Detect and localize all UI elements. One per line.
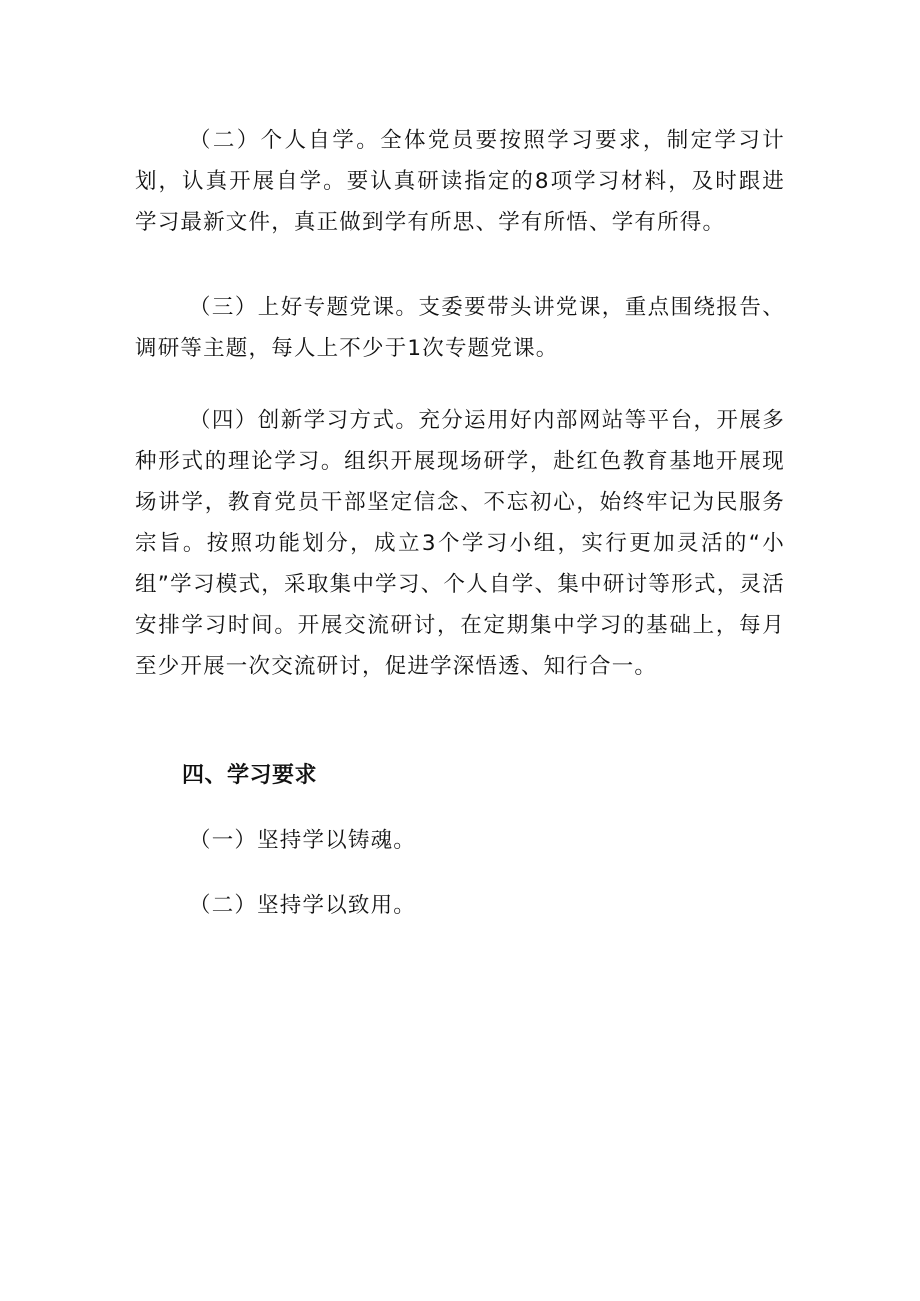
paragraph-party-lecture: （三）上好专题党课。支委要带头讲党课，重点围绕报告、调研等主题，每人上不少于1次专题党课。 <box>135 295 785 361</box>
paragraph-personal-study: （二）个人自学。全体党员要按照学习要求，制定学习计划，认真开展自学。要认真研读指定的8项学习材料，及时跟进学习最新文件，真正做到学有所思、学有所悟、学有所得。 <box>135 128 785 235</box>
section-heading: 四、学习要求 <box>182 763 318 788</box>
paragraph-study-methods: （四）创新学习方式。充分运用好内部网站等平台，开展多种形式的理论学习。组织开展现场研学，赴红色教育基地开展现场讲学，教育党员干部坚定信念、不忘初心，始终牢记为民服务宗旨。按照功能划分，成立3个学习小组，实行更加灵活的“小组”学习模式，采取集中学习、个人自学、集中研讨等形式，灵活安排学习时间。开展交流研讨，在定期集中学习的基础上，每月至少开展一次交流研讨，促进学深悟透、知行合一。 <box>135 408 785 679</box>
sub-item-soul: （一）坚持学以铸魂。 <box>189 828 417 853</box>
sub-item-application: （二）坚持学以致用。 <box>189 893 417 918</box>
